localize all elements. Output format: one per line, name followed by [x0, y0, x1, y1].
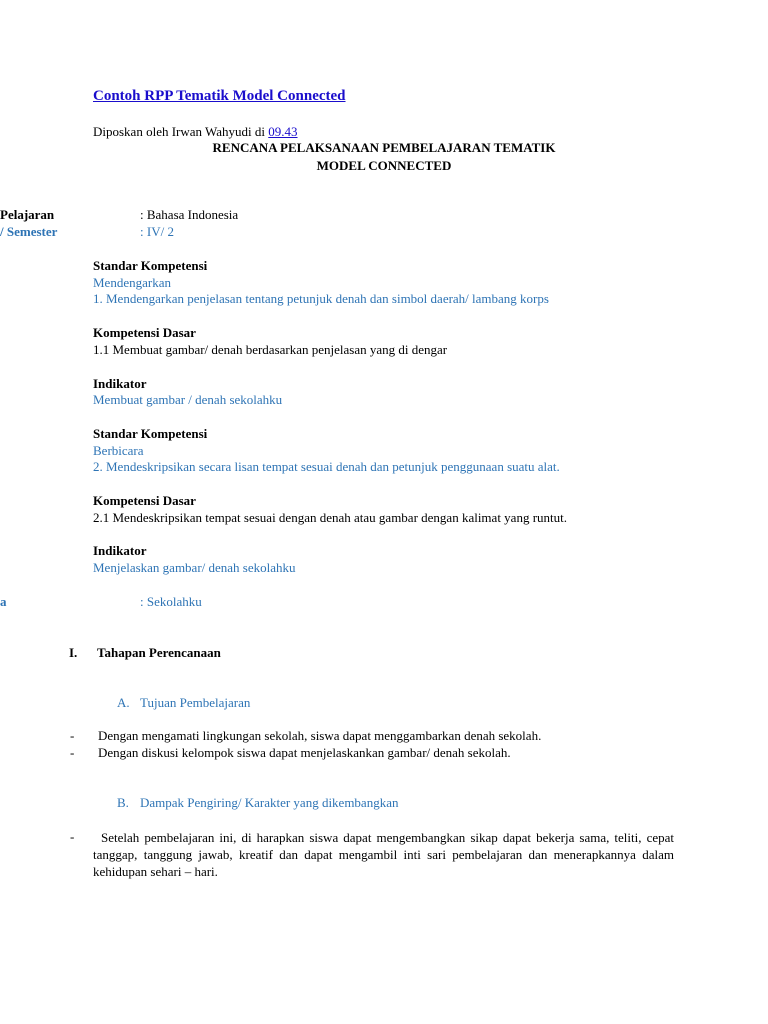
list-item: Dengan mengamati lingkungan sekolah, siswa dapat menggambarkan denah sekolah.: [98, 728, 542, 743]
meta-value-pelajaran: : Bahasa Indonesia: [140, 207, 239, 222]
tahapan-number: I.: [69, 645, 78, 660]
section-heading: Kompetensi Dasar: [93, 325, 196, 340]
section-line: Membuat gambar / denah sekolahku: [93, 392, 283, 407]
tema-value: : Sekolahku: [140, 594, 202, 609]
section-line: 2. Mendeskripsikan secara lisan tempat sesuai denah dan petunjuk penggunaan suatu alat.: [93, 459, 560, 474]
section-heading: Standar Kompetensi: [93, 258, 208, 273]
list-item-paragraph: Setelah pembelajaran ini, di harapkan siswa dapat mengembangkan sikap dapat bekerja sama, teliti, cepat tanggap, tanggung jawab, kreatif dan dapat mengambil inti sari pembelajaran dan menerapkannya dalam kehidupan sehari – hari.: [93, 830, 674, 879]
byline: [93, 124, 298, 140]
list-dash: -: [70, 745, 75, 760]
subsection-a-letter: A.: [117, 695, 130, 710]
section-line: Mendengarkan: [93, 275, 171, 290]
section-line: 1.1 Membuat gambar/ denah berdasarkan penjelasan yang di dengar: [93, 342, 448, 357]
tahapan-title: Tahapan Perencanaan: [97, 645, 221, 660]
post-title-link[interactable]: Contoh RPP Tematik Model Connected: [93, 88, 346, 104]
tema-label: a: [0, 594, 7, 609]
subsection-b-title: Dampak Pengiring/ Karakter yang dikembangkan: [140, 795, 399, 810]
meta-label-semester: / Semester: [0, 224, 58, 239]
doc-heading-line1: RENCANA PELAKSANAAN PEMBELAJARAN TEMATIK: [212, 140, 556, 155]
section-heading: Indikator: [93, 376, 147, 391]
list-dash: -: [70, 829, 75, 844]
meta-label-pelajaran: Pelajaran: [0, 207, 55, 222]
doc-heading-line2: MODEL CONNECTED: [316, 158, 452, 173]
post-time-link[interactable]: 09.43: [268, 124, 298, 139]
meta-value-semester: : IV/ 2: [140, 224, 174, 239]
section-line: Menjelaskan gambar/ denah sekolahku: [93, 560, 296, 575]
list-dash: -: [70, 728, 75, 743]
subsection-a-title: Tujuan Pembelajaran: [140, 695, 251, 710]
subsection-b-letter: B.: [117, 795, 129, 810]
list-item: Dengan diskusi kelompok siswa dapat menjelaskankan gambar/ denah sekolah.: [98, 745, 511, 760]
section-heading: Indikator: [93, 543, 147, 558]
section-heading: Standar Kompetensi: [93, 426, 208, 441]
byline-author: Diposkan oleh Irwan Wahyudi di: [93, 124, 269, 139]
section-line: 2.1 Mendeskripsikan tempat sesuai dengan denah atau gambar dengan kalimat yang runtut.: [93, 510, 567, 525]
section-line: 1. Mendengarkan penjelasan tentang petunjuk denah dan simbol daerah/ lambang korps: [93, 291, 549, 306]
section-heading: Kompetensi Dasar: [93, 493, 196, 508]
section-line: Berbicara: [93, 443, 144, 458]
